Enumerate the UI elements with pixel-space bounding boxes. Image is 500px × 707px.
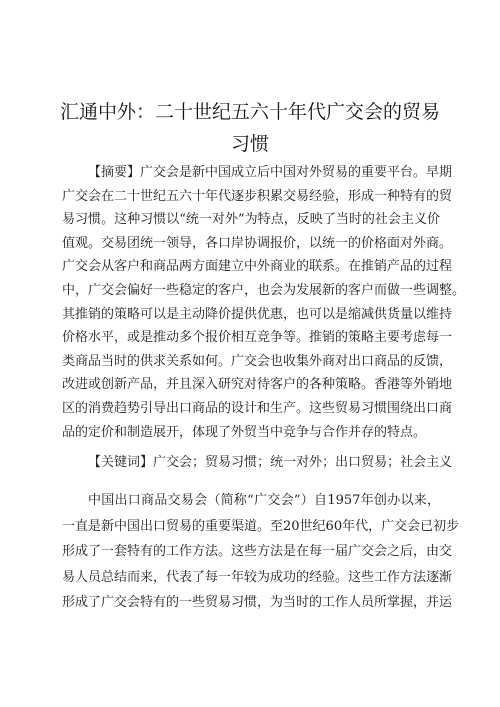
article-title — [60, 96, 440, 160]
keywords-line — [62, 451, 466, 475]
keyword-separator: ； — [322, 455, 336, 470]
body-line: 形成了广交会特有的一些贸易习惯，为当时的工作人员所掌握，并运 — [62, 595, 453, 611]
keyword: 出口贸易 — [335, 455, 388, 470]
body-paragraph — [62, 488, 460, 616]
keyword-separator: ； — [257, 455, 271, 470]
abstract-line: 值观。交易团统一领导，各口岸协调报价，以统一的价格面对外商。 — [62, 235, 453, 251]
keyword: 社会主义 — [400, 455, 453, 470]
abstract-line: 中，广交会偏好一些稳定的客户，也会为发展新的客户而做一些调整。 — [62, 282, 466, 298]
keyword: 广交会 — [153, 455, 193, 470]
abstract-line: 【摘要】广交会是新中国成立后中国对外贸易的重要平台。早期 — [88, 165, 453, 180]
body-line: 中国出口商品交易会（简称“广交会”）自1957年创办以来， — [88, 493, 440, 508]
abstract-line: 改进或创新产品，并且深入研究对待客户的各种策略。香港等外销地 — [62, 377, 453, 393]
abstract-line: 价格水平，或是推动多个报价相互竞争等。推销的策略主要考虑每一 — [62, 330, 453, 346]
abstract-line: 易习惯。这种习惯以“统一对外”为特点，反映了当时的社会主义价 — [62, 212, 440, 228]
abstract-line: 区的消费趋势引导出口商品的设计和生产。这些贸易习惯围绕出口商 — [62, 400, 453, 416]
keyword: 统一对外 — [270, 455, 323, 470]
body-line: 形成了一套特有的工作方法。这些方法是在每一届广交会之后，由交 — [62, 544, 453, 560]
keyword: 贸易习惯 — [205, 455, 258, 470]
keywords-label: 【关键词】 — [88, 455, 154, 470]
body-line: 易人员总结而来，代表了每一年较为成功的经验。这些工作方法逐渐 — [62, 569, 453, 585]
body-line: 一直是新中国出口贸易的重要渠道。至20世纪60年代，广交会已初步 — [62, 518, 460, 534]
abstract-line: 品的定价和制造展开，体现了外贸当中竞争与合作并存的特点。 — [62, 424, 427, 440]
abstract-line: 其推销的策略可以是主动降价提供优惠，也可以是缩减供货量以维持 — [62, 306, 453, 322]
abstract-line: 类商品当时的供求关系如何。广交会也收集外商对出口商品的反馈， — [62, 353, 453, 369]
abstract-line: 广交会在二十世纪五六十年代逐步积累交易经验，形成一种特有的贸 — [62, 188, 453, 204]
keyword-separator: ； — [192, 455, 206, 470]
title-line: 汇通中外：二十世纪五六十年代广交会的贸易 — [60, 101, 441, 123]
title-line: 习惯 — [230, 133, 269, 155]
abstract-line: 广交会从客户和商品两方面建立中外商业的联系。在推销产品的过程 — [62, 259, 453, 275]
abstract — [62, 161, 466, 444]
keyword-separator: ； — [387, 455, 401, 470]
